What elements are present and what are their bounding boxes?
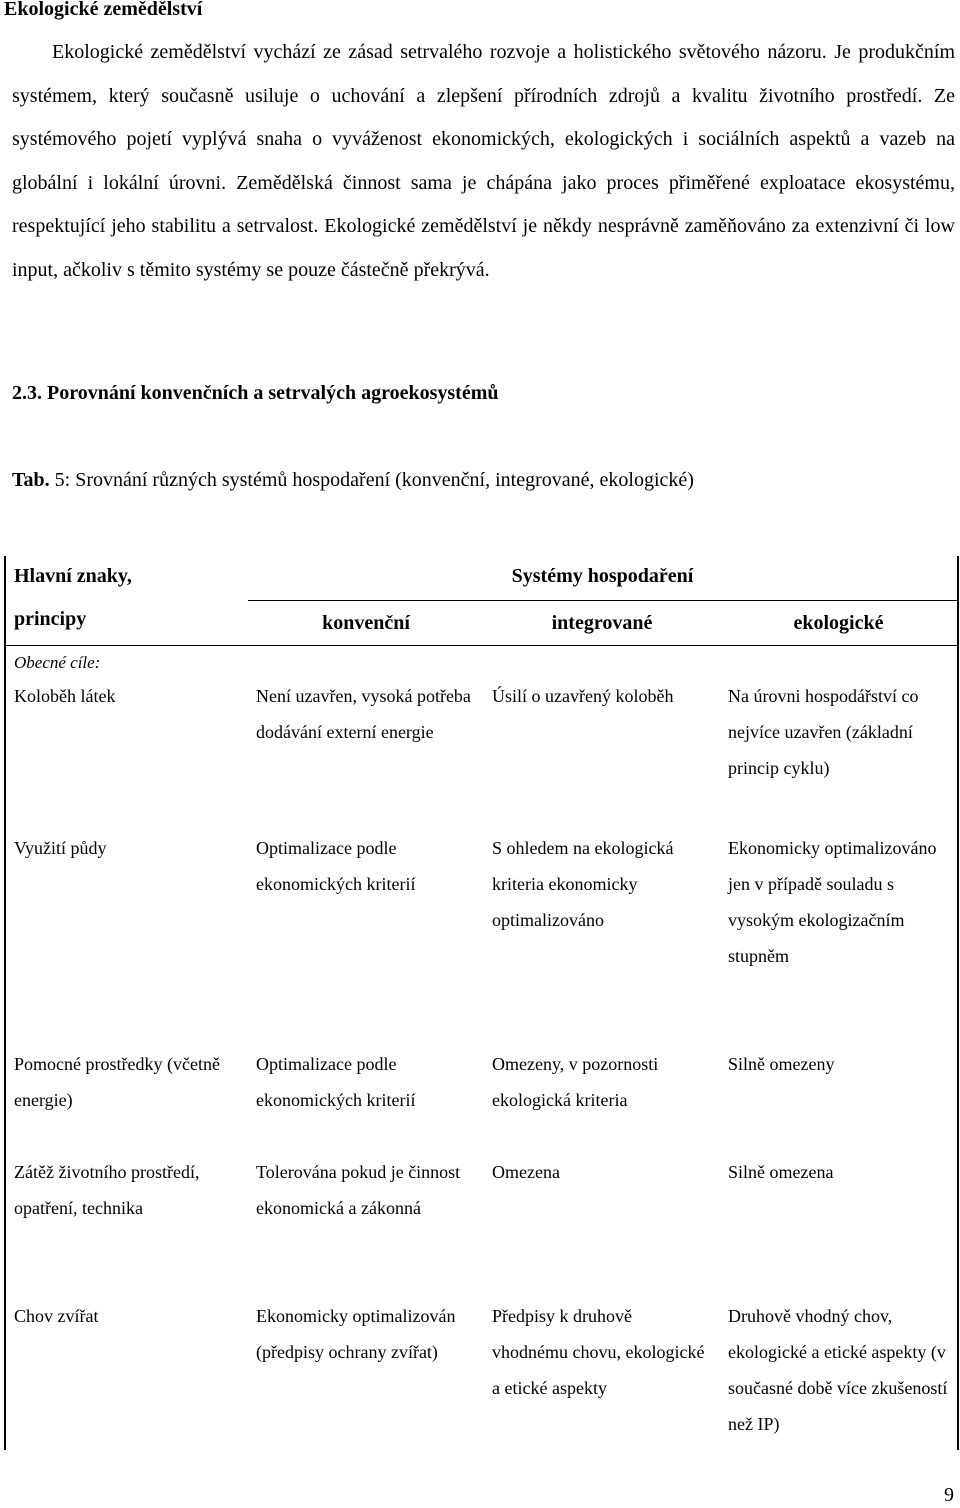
- cell-integrovane: Omezena: [492, 1161, 560, 1182]
- table-row: [5, 678, 958, 830]
- section-title: 2.3. Porovnání konvenčních a setrvalých agroekosystémů: [12, 382, 499, 404]
- row-label: Využití půdy: [5, 830, 248, 1046]
- table-row: [5, 1046, 958, 1154]
- cell-ekologicke: Druhově vhodný chov, ekologické a etické aspekty (v současné době více zkušeností než IP): [720, 1298, 958, 1450]
- header-col-konvencni: konvenční: [248, 600, 484, 645]
- table-row: [5, 1154, 958, 1298]
- table-row: [5, 1298, 958, 1450]
- cell-konvencni: Optimalizace podle ekonomických kriterií: [256, 1053, 416, 1110]
- page-heading: Ekologické zemědělství: [4, 0, 203, 20]
- cell-konvencni: Optimalizace podle ekonomických kriterií: [256, 837, 416, 894]
- header-principles-line2: principy: [5, 600, 248, 645]
- body-paragraph-text: Ekologické zemědělství vychází ze zásad setrvalého rozvoje a holistického světového názoru. Je produkčním systémem, který současně usiluje o uchování a zlepšení přírodních zdrojů a kvalitu životního prostředí. Ze systémového pojetí vyplývá snaha o vyváženost ekonomických, ekologických i sociálních aspektů a vazeb na globální i lokální úrovni. Zemědělská činnost sama je chápána jako proces přiměřené exploatace ekosystému, respektující jeho stabilitu a setrvalost. Ekologické zemědělství je někdy nesprávně zaměňováno za extenzivní či low input, ačkoliv s těmito systémy se pouze částečně překrývá.: [12, 41, 955, 281]
- cell-konvencni: Není uzavřen, vysoká potřeba dodávání externí energie: [256, 685, 471, 742]
- cell-konvencni: Tolerována pokud je činnost ekonomická a zákonná: [256, 1161, 461, 1218]
- table-row: [5, 830, 958, 1046]
- row-label: Pomocné prostředky (včetně energie): [5, 1046, 248, 1154]
- table-caption: [12, 469, 694, 492]
- cell-ekologicke: Silně omezeny: [720, 1046, 958, 1154]
- header-col-ekologicke: ekologické: [720, 600, 958, 645]
- cell-ekologicke: Silně omezena: [720, 1154, 958, 1298]
- body-paragraph: [12, 31, 955, 292]
- page-number: 9: [944, 1484, 954, 1506]
- row-label: Koloběh látek: [5, 678, 248, 830]
- cell-ekologicke: Ekonomicky optimalizováno jen v případě souladu s vysokým ekologizačním stupněm: [720, 830, 958, 1046]
- header-principles-line1: Hlavní znaky,: [5, 556, 248, 600]
- table-caption-label: Tab.: [12, 469, 50, 491]
- row-label: Chov zvířat: [5, 1298, 248, 1450]
- header-systems: Systémy hospodaření: [248, 556, 958, 600]
- cell-integrovane: S ohledem na ekologická kriteria ekonomicky optimalizováno: [492, 837, 674, 930]
- cell-integrovane: Omezeny, v pozornosti ekologická kriteria: [492, 1053, 659, 1110]
- row-label: Zátěž životního prostředí, opatření, technika: [5, 1154, 248, 1298]
- cell-integrovane: Úsilí o uzavřený koloběh: [492, 685, 674, 706]
- cell-integrovane: Předpisy k druhově vhodnému chovu, ekologické a etické aspekty: [492, 1305, 705, 1398]
- cell-konvencni: Ekonomicky optimalizován (předpisy ochrany zvířat): [256, 1305, 456, 1362]
- header-col-integrovane: integrované: [484, 600, 720, 645]
- section-label-general-goals: Obecné cíle:: [5, 645, 248, 678]
- cell-ekologicke: Na úrovni hospodářství co nejvíce uzavřen (základní princip cyklu): [720, 678, 958, 830]
- comparison-table: [4, 556, 959, 1450]
- table-caption-text: 5: Srovnání různých systémů hospodaření (konvenční, integrované, ekologické): [54, 469, 694, 491]
